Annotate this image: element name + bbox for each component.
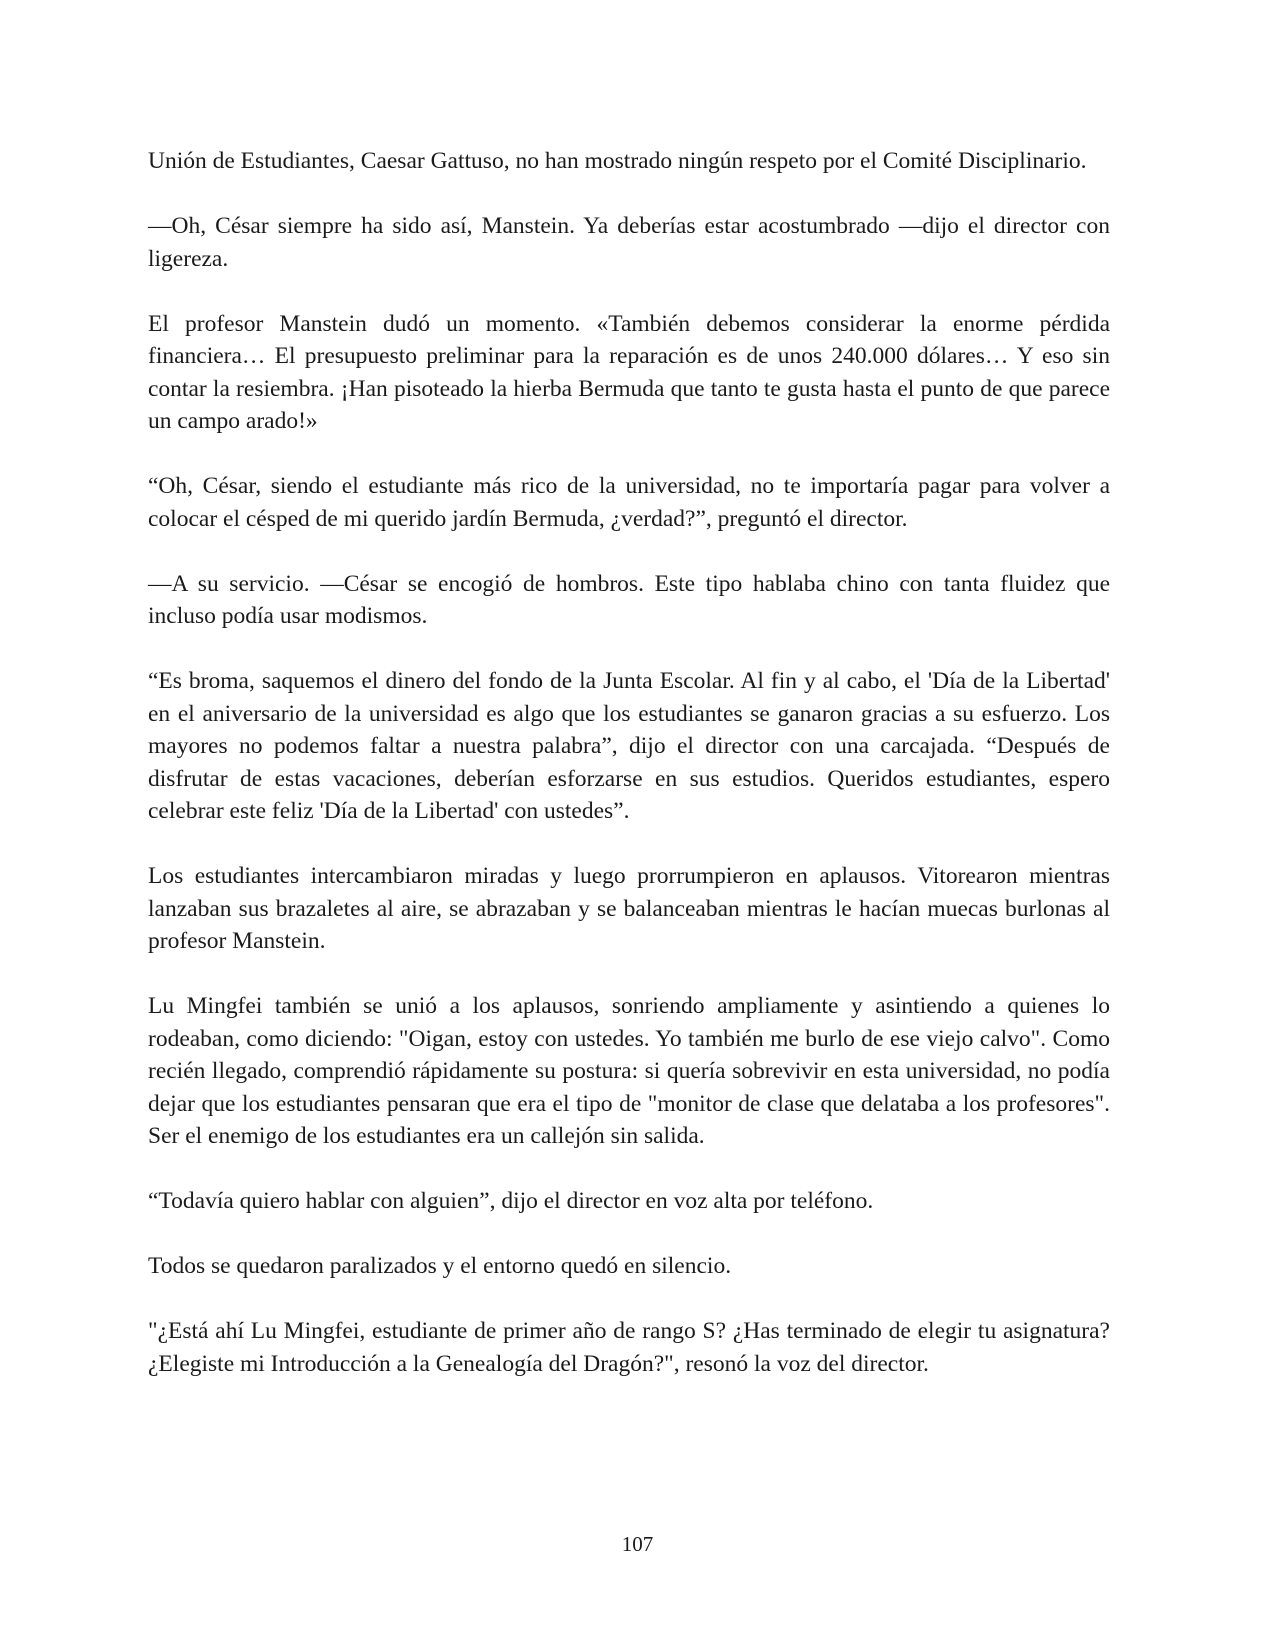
paragraph: Los estudiantes intercambiaron miradas y luego prorrumpieron en aplausos. Vitorearon mientras lanzaban sus brazaletes al aire, se abrazaban y se balanceaban mientras le hacían muecas burlonas al profesor Manstein.: [148, 863, 1110, 954]
paragraph: —Oh, César siempre ha sido así, Manstein. Ya deberías estar acostumbrado —dijo el director con ligereza.: [148, 213, 1110, 272]
page-number: 107: [621, 1532, 654, 1556]
paragraph: “Es broma, saquemos el dinero del fondo de la Junta Escolar. Al fin y al cabo, el 'Día de la Libertad' en el aniversario de la universidad es algo que los estudiantes se ganaron gracias a su esfuerzo. Los mayores no podemos faltar a nuestra palabra”, dijo el director con una carcajada. “Después de disfrutar de estas vacaciones, deberían esforzarse en sus estudios. Queridos estudiantes, espero celebrar este feliz 'Día de la Libertad' con ustedes”.: [148, 668, 1110, 824]
paragraph: “Oh, César, siendo el estudiante más rico de la universidad, no te importaría pagar para volver a colocar el césped de mi querido jardín Bermuda, ¿verdad?”, preguntó el director.: [148, 473, 1110, 532]
paragraph: Unión de Estudiantes, Caesar Gattuso, no han mostrado ningún respeto por el Comité Disciplinario.: [148, 148, 1087, 174]
paragraph: "¿Está ahí Lu Mingfei, estudiante de primer año de rango S? ¿Has terminado de elegir tu asignatura? ¿Elegiste mi Introducción a la Genealogía del Dragón?", resonó la voz del director.: [148, 1318, 1110, 1377]
body-text: [148, 145, 1110, 1380]
paragraph: El profesor Manstein dudó un momento. «También debemos considerar la enorme pérdida financiera… El presupuesto preliminar para la reparación es de unos 240.000 dólares… Y eso sin contar la resiembra. ¡Han pisoteado la hierba Bermuda que tanto te gusta hasta el punto de que parece un campo arado!»: [148, 310, 1110, 434]
paragraph: Lu Mingfei también se unió a los aplausos, sonriendo ampliamente y asintiendo a quienes lo rodeaban, como diciendo: "Oigan, estoy con ustedes. Yo también me burlo de ese viejo calvo". Como recién llegado, comprendió rápidamente su postura: si quería sobrevivir en esta universidad, no podía dejar que los estudiantes pensaran que era el tipo de "monitor de clase que delataba a los profesores". Ser el enemigo de los estudiantes era un callejón sin salida.: [148, 993, 1110, 1149]
paragraph: Todos se quedaron paralizados y el entorno quedó en silencio.: [148, 1253, 732, 1279]
paragraph: “Todavía quiero hablar con alguien”, dijo el director en voz alta por teléfono.: [148, 1188, 874, 1214]
paragraph: —A su servicio. —César se encogió de hombros. Este tipo hablaba chino con tanta fluidez que incluso podía usar modismos.: [148, 570, 1110, 629]
